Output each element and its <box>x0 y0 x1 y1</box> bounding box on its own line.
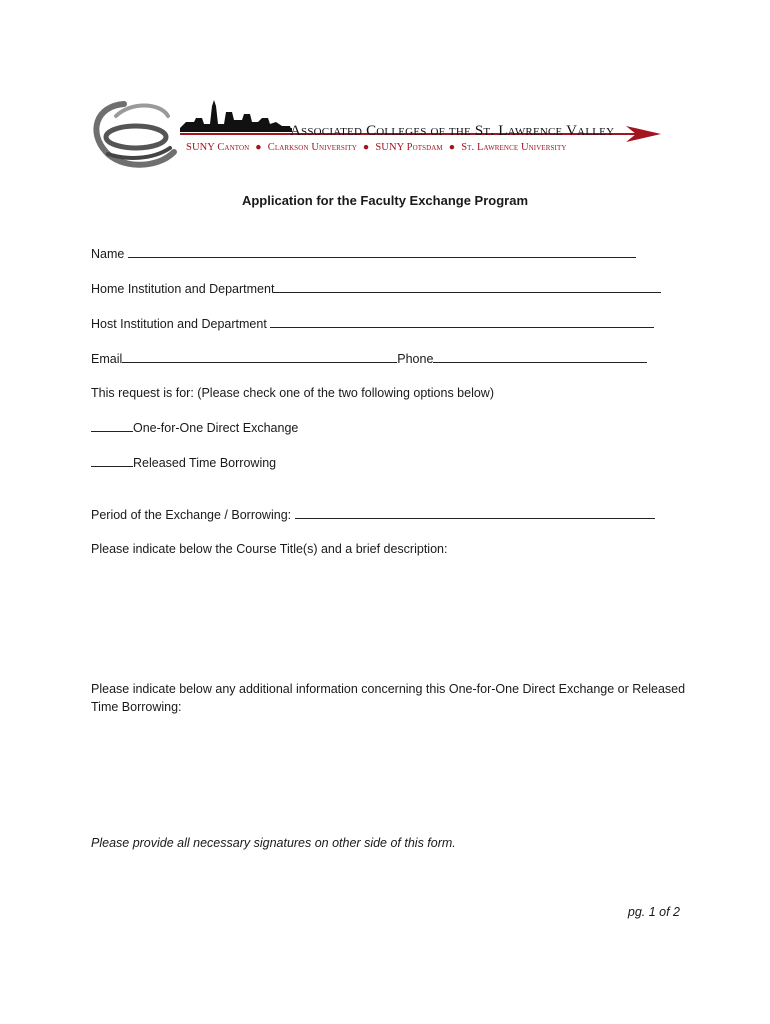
phone-label: Phone <box>397 352 434 366</box>
option-released-time-row <box>91 455 276 470</box>
option-direct-exchange-checkbox[interactable] <box>91 420 133 432</box>
bullet-icon: ● <box>448 142 456 153</box>
period-label: Period of the Exchange / Borrowing: <box>91 508 292 522</box>
host-institution-label: Host Institution and Department <box>91 317 267 331</box>
option-released-time-label: Released Time Borrowing <box>133 456 277 470</box>
course-description-area[interactable] <box>91 565 681 670</box>
letterhead-colleges <box>186 142 566 153</box>
name-label: Name <box>91 247 125 261</box>
email-label: Email <box>91 352 123 366</box>
signature-note: Please provide all necessary signatures on other side of this form. <box>91 836 456 850</box>
option-direct-exchange-row <box>91 420 298 435</box>
name-field[interactable] <box>128 246 636 258</box>
host-institution-field[interactable] <box>270 316 654 328</box>
home-institution-field[interactable] <box>274 281 661 293</box>
bullet-icon: ● <box>255 142 262 153</box>
option-direct-exchange-label: One-for-One Direct Exchange <box>133 421 299 435</box>
college-suny-canton: SUNY Canton <box>186 142 250 153</box>
request-prompt: This request is for: (Please check one of the two following options below) <box>91 386 494 400</box>
name-row <box>91 246 636 261</box>
additional-info-area[interactable] <box>91 720 681 825</box>
page-number: pg. 1 of 2 <box>627 905 680 919</box>
form-title: Application for the Faculty Exchange Program <box>241 193 529 208</box>
additional-info-prompt: Please indicate below any additional information concerning this One-for-One Direct Exchange or Released Time Borrowing: <box>91 682 686 714</box>
home-institution-row <box>91 281 661 296</box>
bullet-icon: ● <box>362 142 370 153</box>
course-prompt: Please indicate below the Course Title(s) and a brief description: <box>91 542 448 556</box>
college-suny-potsdam: SUNY Potsdam <box>375 142 443 153</box>
period-row <box>91 507 655 522</box>
email-field[interactable] <box>122 351 397 363</box>
host-institution-row <box>91 316 654 331</box>
email-phone-row <box>91 351 647 366</box>
option-released-time-checkbox[interactable] <box>91 455 133 467</box>
home-institution-label: Home Institution and Department <box>91 282 275 296</box>
phone-field[interactable] <box>433 351 647 363</box>
college-clarkson: Clarkson University <box>267 142 357 153</box>
college-st-lawrence: St. Lawrence University <box>461 142 567 153</box>
letterhead-title: Associated Colleges of the St. Lawrence Valley <box>290 123 615 139</box>
period-field[interactable] <box>295 507 655 519</box>
